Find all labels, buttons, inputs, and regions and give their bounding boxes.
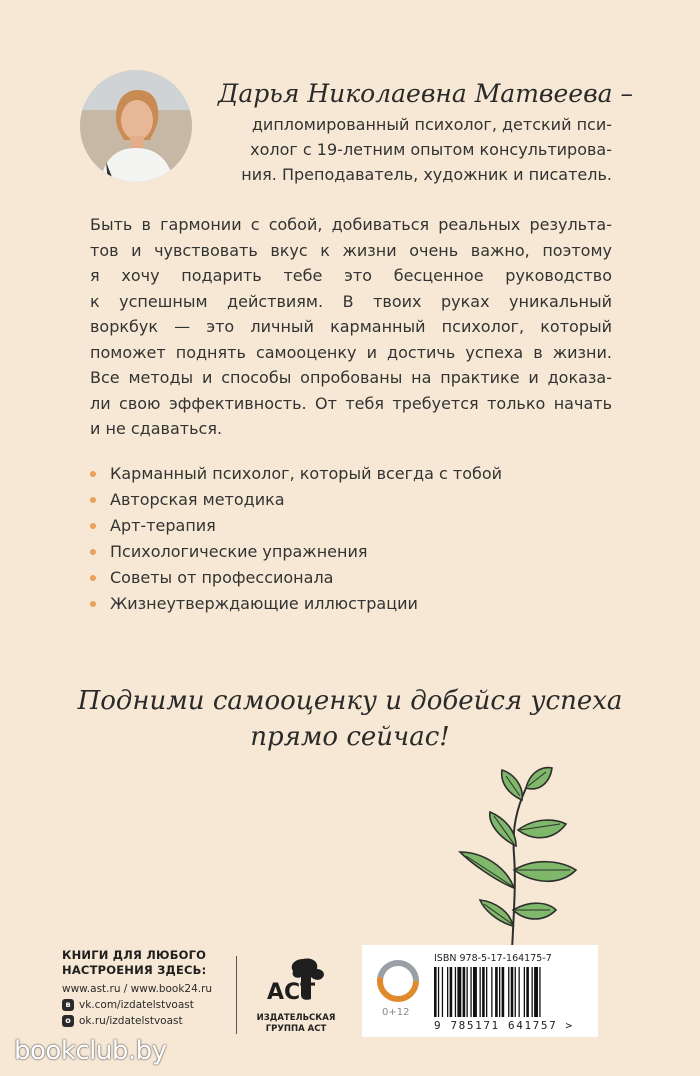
description-line: поможет поднять самооценку и достичь успеха в жизни. [90, 342, 612, 362]
features-list [90, 461, 502, 617]
description-line: Все методы и способы опробованы на практике и доказа- [90, 368, 612, 387]
ok-link[interactable]: ok.ru/izdatelstvoast [79, 1015, 183, 1027]
publisher-logo-text: АСТ [267, 980, 316, 1005]
description-line: ли свою эффективность. От тебя требуется только начать [90, 393, 612, 413]
barcode-bar [442, 967, 443, 1017]
feature-item [90, 487, 502, 513]
barcode-bar [524, 967, 525, 1017]
barcode-bar [480, 967, 481, 1017]
promo-ok[interactable] [62, 1013, 212, 1029]
barcode-bar [508, 967, 509, 1017]
author-photo [80, 70, 192, 182]
barcode-bar [438, 967, 439, 1017]
feature-label: Авторская методика [110, 490, 285, 509]
barcode-bar [499, 967, 500, 1017]
barcode-bar [519, 967, 520, 1017]
publisher-name-line: ГРУППА АСТ [265, 1024, 327, 1034]
barcode-bar [450, 967, 453, 1017]
barcode-bar [495, 967, 498, 1017]
barcode-bar [434, 967, 437, 1017]
book-description [90, 212, 612, 442]
barcode-digits: 9 785171 641757 > [434, 1019, 574, 1032]
ast-logo-icon [261, 955, 331, 1007]
plant-illustration [430, 760, 590, 950]
bullet-icon [90, 549, 96, 555]
feature-item [90, 565, 502, 591]
bullet-icon [90, 575, 96, 581]
vk-icon: в [62, 999, 74, 1011]
promo-title [62, 948, 212, 978]
description-line: и не сдаваться. [90, 419, 223, 438]
author-bio [232, 112, 612, 187]
feature-label: Карманный психолог, который всегда с тобой [110, 464, 503, 483]
slogan-line: Подними самооценку и добейся успеха [77, 686, 623, 716]
feature-label: Жизнеутверждающие иллюстрации [110, 594, 418, 613]
barcode-bar [482, 967, 485, 1017]
publisher [250, 955, 342, 1035]
description-line: Быть в гармонии с собой, добиваться реальных результа- [90, 215, 612, 234]
feature-label: Психологические упражнения [110, 542, 368, 561]
slogan-line: прямо сейчас! [250, 722, 450, 752]
promo-vk[interactable] [62, 997, 212, 1013]
age-rating-logo-icon [376, 959, 420, 1003]
barcode-bar [526, 967, 529, 1017]
barcode-bar [515, 967, 516, 1017]
vk-link[interactable]: vk.com/izdatelstvoast [79, 999, 194, 1011]
feature-item [90, 591, 502, 617]
feature-item [90, 513, 502, 539]
feature-item [90, 461, 502, 487]
bullet-icon [90, 471, 96, 477]
author-name: Дарья Николаевна Матвеева – [218, 79, 633, 108]
barcode-bar [455, 967, 456, 1017]
barcode-bar [473, 967, 477, 1017]
feature-label: Арт-терапия [110, 516, 216, 535]
author-bio-line: ния. Преподаватель, художник и писатель. [241, 165, 612, 184]
description-line: тов и чувствовать вкус к жизни очень важно, поэтому [90, 240, 612, 260]
description-line: я хочу подарить тебе это бесценное руководство [90, 266, 612, 285]
promo-title-line: НАСТРОЕНИЯ ЗДЕСЬ: [62, 963, 207, 977]
publisher-name-line: ИЗДАТЕЛЬСКАЯ [256, 1013, 336, 1023]
ok-icon: о [62, 1015, 74, 1027]
slogan [0, 683, 700, 755]
promo-block [62, 948, 212, 1029]
barcode-bar [457, 967, 461, 1017]
barcode-box [362, 945, 598, 1037]
barcode-bar [467, 967, 468, 1017]
publisher-name [250, 1013, 342, 1035]
author-bio-line: дипломированный психолог, детский пси- [251, 115, 612, 134]
barcode-image [434, 967, 584, 1017]
barcode-bar [463, 967, 466, 1017]
barcode-bar [534, 967, 538, 1017]
barcode-bar [502, 967, 505, 1017]
feature-label: Советы от профессионала [110, 568, 334, 587]
bullet-icon [90, 523, 96, 529]
feature-item [90, 539, 502, 565]
author-bio-line: холог с 19-летним опытом консультирова- [250, 140, 612, 159]
author-portrait-image [80, 70, 192, 182]
watermark: bookclub.by [14, 1036, 167, 1066]
isbn: ISBN 978-5-17-164175-7 [434, 953, 552, 964]
barcode-bar [486, 967, 487, 1017]
promo-sites[interactable]: www.ast.ru / www.book24.ru [62, 983, 213, 995]
description-line: к успешным действиям. В твоих руках уникальный [90, 291, 612, 311]
age-label: 0+12 [382, 1007, 410, 1018]
barcode-bar [470, 967, 471, 1017]
bullet-icon [90, 601, 96, 607]
bullet-icon [90, 497, 96, 503]
barcode-bar [532, 967, 533, 1017]
barcode-bar [447, 967, 448, 1017]
barcode-bar [491, 967, 492, 1017]
barcode-bar [511, 967, 514, 1017]
description-line: воркбук — это личный карманный психолог, который [90, 317, 612, 336]
divider [236, 956, 237, 1034]
barcode-bar [539, 967, 540, 1017]
promo-title-line: КНИГИ ДЛЯ ЛЮБОГО [62, 948, 207, 962]
